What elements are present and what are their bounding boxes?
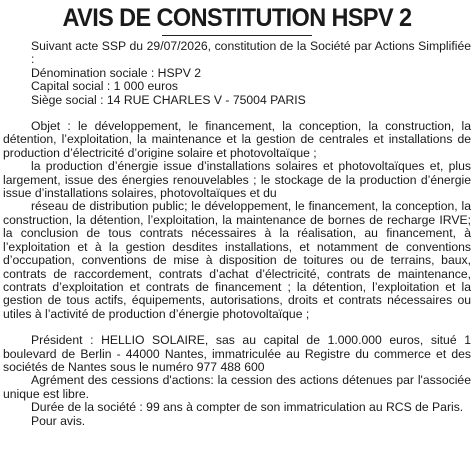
company-name: Dénomination sociale : HSPV 2	[31, 65, 202, 80]
objet-paragraph-3: réseau de distribution public; le développement, le financement, la conception, la construction, la détention, l’exploitation, la maintenance de bornes de recharge IRVE; la conclusion de tous contrats nécessaires à la réalisation, au financement, à l’exploitation et à la gestion desdites installations, et notamment de conventions d’occupation, conventions de mise à disposition de toitures ou de terrains, baux, contrats de raccordement, contrats d’achat d’électricité, contrats de maintenance, contrats d’exploitation et contrats de financement ; la détention, l’exploitation et la gestion de tous actifs, équipements, autorisations, droits et contrats nécessaires ou utiles à l’activité de production d’énergie photovoltaïque ;	[3, 199, 471, 321]
share-capital: Capital social : 1 000 euros	[31, 79, 179, 94]
duree-paragraph: Durée de la société : 99 ans à compter de son immatriculation au RCS de Paris.	[31, 400, 464, 415]
notice-body	[3, 40, 471, 428]
objet-paragraph-1: Objet : le développement, le financement, la conception, la construction, la détention, l’exploitation, la maintenance et la gestion de centrales et installations de production d’électricité d’origine solaire et photovoltaïque ;	[3, 119, 471, 160]
registered-office: Siège social : 14 RUE CHARLES V - 75004 PARIS	[31, 92, 306, 107]
notice-title: AVIS DE CONSTITUTION HSPV 2	[62, 3, 412, 32]
president-paragraph: Président : HELLIO SOLAIRE, sas au capital de 1.000.000 euros, situé 1 boulevard de Berlin - 44000 Nantes, immatriculée au Registre du commerce et des sociétés de Nantes sous le numéro 977 488 600	[3, 333, 471, 374]
closing-line: Pour avis.	[31, 413, 86, 428]
title-underline	[162, 35, 312, 36]
objet-paragraph-2: la production d’énergie issue d’installations solaires et photovoltaïques et, plus largement, issue des énergies renouvelables ; le stockage de la production d’énergie issue d’installations solaires, photovoltaïques et du	[3, 159, 471, 201]
act-reference: Suivant acte SSP du 29/07/2026, constitution de la Société par Actions Simplifiée :	[31, 39, 471, 67]
agrement-paragraph: Agrément des cessions d'actions: la cession des actions détenues par l'associée unique est libre.	[3, 373, 471, 401]
